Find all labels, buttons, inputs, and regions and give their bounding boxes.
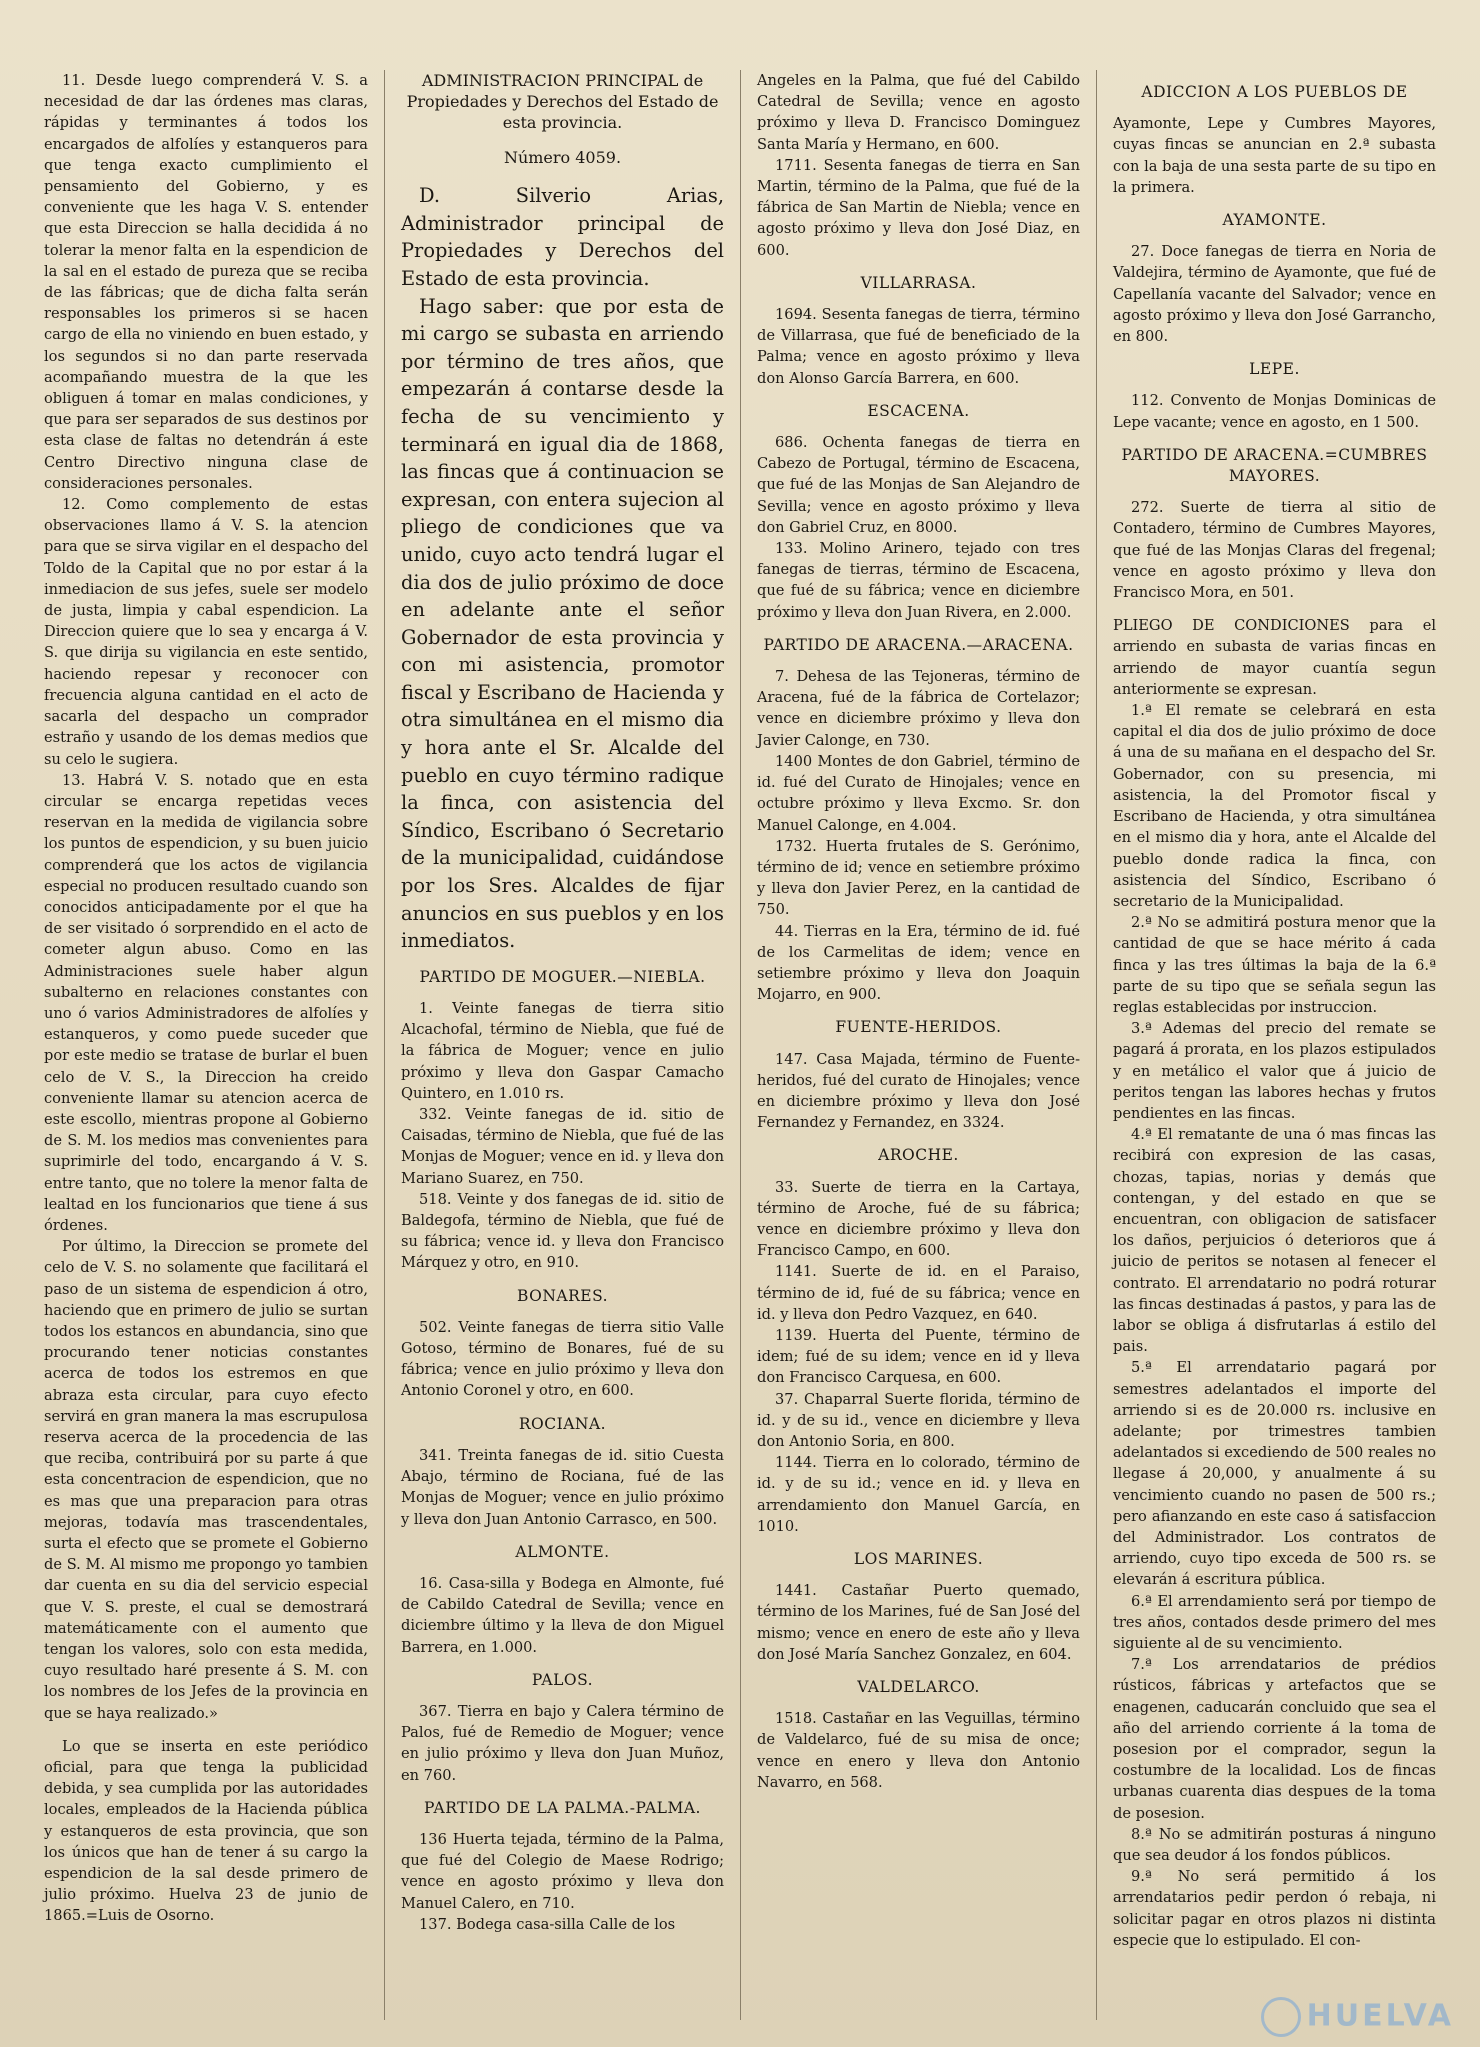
section-aroche: AROCHE. <box>878 1146 959 1165</box>
section-valdelarco: VALDELARCO. <box>857 1678 980 1697</box>
announcement-author: D. Silverio Arias, Administrador principal de Propiedades y Derechos del Estado de esta provincia. <box>401 184 724 290</box>
condition-6: 6.ª El arrendamiento será por tiempo de tres años, contados desde primero del mes siguiente al de su vencimiento. <box>1113 1592 1436 1653</box>
closing-paragraph: Lo que se inserta en este periódico oficial, para que tenga la publicidad debida, y sea cumplida por las autoridades locales, empleados de la Hacienda pública y estanqueros de esta provincia, que son los únicos que han de tener á su cargo la espendicion de la sal desde primero de julio próximo. Huelva 23 de junio de 1865.=Luis de Osorno. <box>44 1737 368 1925</box>
condition-8: 8.ª No se admitirán posturas á ninguno que sea deudor á los fondos públicos. <box>1113 1825 1436 1865</box>
paragraph-final: Por último, la Direccion se promete del celo de V. S. no solamente que facilitará el paso de un sistema de espendicion á otro, haciendo que en primero de julio se surtan todos los estancos en abundancia, sino que procurando tener noticias constantes acerca de todos los estremos en que abraza esta circular, para cuyo efecto servirá en gran manera la mas escrupulosa reserva acerca de la procedencia de las que reciba, contribuirá por su parte á que esta concentracion de espendicion, que no es mas que una preparacion para otras mejoras, todavía mas trascendentales, surta el efecto que se promete el Gobierno de S. M. Al mismo me propongo yo tambien dar cuenta en su dia del servicio especial que V. S. preste, el cual se demostrará matemáticamente con el aumento que tengan los valores, solo con esta medida, cuyo resultado haré presente á S. M. con los nombres de los Jefes de la provincia en que se haya realizado.» <box>44 1238 368 1722</box>
list-item: Angeles en la Palma, que fué del Cabildo Catedral de Sevilla; vence en agosto próximo y lleva D. Francisco Dominguez Santa María y Hermano, en 600. <box>757 72 1080 153</box>
list-item: 1441. Castañar Puerto quemado, término de los Marines, fué de San José del mismo; vence en enero de este año y lleva don José María Sanchez Gonzalez, en 604. <box>757 1582 1080 1663</box>
list-item: 272. Suerte de tierra al sitio de Contadero, término de Cumbres Mayores, que fué de las Monjas Claras del fregenal; vence en agosto próximo y lleva don Francisco Mora, en 501. <box>1113 499 1436 602</box>
section-moguer-niebla: PARTIDO DE MOGUER.—NIEBLA. <box>419 967 706 986</box>
seal-icon <box>1261 1997 1301 2037</box>
paragraph-12: 12. Como complemento de estas observaciones llamo á V. S. la atencion para que se sirva vigilar en el despacho del Toldo de la Capital que no por estar á la inmediacion de sus jefes, suele ser modelo de justa, limpia y cabal espendicion. La Direccion quiere que lo sea y encarga á V. S. que dirija su vigilancia en este sentido, haciendo repesar y reconocer con frecuencia alguna cantidad en el acto de sacarla del despacho un comprador estraño y usando de los demas medios que su celo le sugiera. <box>44 496 368 768</box>
list-item: 33. Suerte de tierra en la Cartaya, término de Aroche, fué de su fábrica; vence en diciembre próximo y lleva don Francisco Campo, en 600. <box>757 1178 1080 1260</box>
list-item: 1518. Castañar en las Veguillas, término de Valdelarco, fué de su misa de once; vence en enero y lleva don Antonio Navarro, en 568. <box>757 1710 1080 1791</box>
list-item: 1139. Huerta del Puente, término de idem; fué de su idem; vence en id y lleva don Francisco Carquesa, en 600. <box>757 1326 1080 1387</box>
list-item: 37. Chaparral Suerte florida, término de id. y de su id., vence en diciembre y lleva don Antonio Soria, en 800. <box>757 1390 1080 1450</box>
addition-text: Ayamonte, Lepe y Cumbres Mayores, cuyas fincas se anuncian en 2.ª subasta con la baja de una sesta parte de su tipo en la primera. <box>1113 115 1436 196</box>
condition-1: 1.ª El remate se celebrará en esta capital el dia dos de julio próximo de doce á una de su mañana en el despacho del Sr. Gobernador, con su presencia, mi asistencia, la del Promotor fiscal y Escribano de Hacienda, y otra simultánea en el mismo dia y hora, ante el Alcalde del pueblo donde radica la finca, con asistencia del Síndico, Escribano ó secretario de la Municipalidad. <box>1113 702 1436 910</box>
list-item: 27. Doce fanegas de tierra en Noria de Valdejira, término de Ayamonte, que fué de Capellanía vacante del Salvador; vence en agosto próximo y lleva don José Garrancho, en 800. <box>1113 243 1436 346</box>
condition-2: 2.ª No se admitirá postura menor que la cantidad de que se hace mérito á cada finca y las tres últimas la baja de la 6.ª parte de su tipo que se señala segun las reglas establecidas por instruccion. <box>1113 914 1436 1016</box>
column-1 <box>28 70 384 2020</box>
paragraph-11: 11. Desde luego comprenderá V. S. a necesidad de dar las órdenes mas claras, rápidas y terminantes á todos los encargados de alfolíes y estanqueros para que tenga exacto cumplimiento el pensamiento del Gobierno, y es conveniente que les haga V. S. entender que esta Direccion se halla decidida á no tolerar la menor falta en la espendicion de la sal en el estado de pureza que se reciba de las fábricas; que de dicha falta serán responsables los primeros si se hacen cargo de ella no viniendo en buen estado, y los segundos si no dan parte reservada acompañando muestra de la que les obliguen á tomar en malas condiciones, y que para ser separados de sus destinos por esta clase de faltas no detendrán á este Centro Directivo ninguna clase de consideraciones personales. <box>44 72 368 492</box>
condition-7: 7.ª Los arrendatarios de prédios rústicos, fábricas y artefactos que se enagenen, caducarán concluido que sea el año del arriendo corriente á la toma de posesion por el comprador, segun la costumbre de la localidad. Los de fincas urbanas cuarenta dias despues de la toma de posesion. <box>1113 1656 1436 1822</box>
section-la-palma: PARTIDO DE LA PALMA.-PALMA. <box>424 1798 701 1817</box>
list-item: 16. Casa-silla y Bodega en Almonte, fué de Cabildo Catedral de Sevilla; vence en diciembre último y la lleva de don Miguel Barrera, en 1.000. <box>401 1574 724 1656</box>
list-item: 341. Treinta fanegas de id. sitio Cuesta Abajo, término de Rociana, fué de las Monjas de Moguer; vence en julio próximo y lleva don Juan Antonio Carrasco, en 500. <box>401 1446 724 1528</box>
watermark-logo <box>1261 1997 1454 2037</box>
list-item: 137. Bodega casa-silla Calle de los <box>419 1915 676 1933</box>
section-escacena: ESCACENA. <box>867 401 970 420</box>
list-item: 1400 Montes de don Gabriel, término de id. fué del Curato de Hinojales; vence en octubre próximo y lleva Excmo. Sr. don Manuel Calonge, en 4.004. <box>757 752 1080 834</box>
list-item: 332. Veinte fanegas de id. sitio de Caisadas, término de Niebla, que fué de las Monjas de Moguer; vence en id. y lleva don Mariano Suarez, en 750. <box>401 1106 724 1187</box>
list-item: 1141. Suerte de id. en el Paraiso, término de id, fué de su fábrica; vence en id. y lleva don Pedro Vazquez, en 640. <box>757 1263 1080 1323</box>
section-villarrasa: VILLARRASA. <box>860 273 977 292</box>
list-item: 1144. Tierra en lo colorado, término de id. y de su id.; vence en id. y lleva en arrendamiento don Manuel García, en 1010. <box>757 1454 1080 1535</box>
list-item: 1. Veinte fanegas de tierra sitio Alcachofal, término de Niebla, que fué de la fábrica de Moguer; vence en julio próximo y lleva don Gaspar Camacho Quintero, en 1.010 rs. <box>401 1000 724 1102</box>
list-item: 7. Dehesa de las Tejoneras, término de Aracena, fué de la fábrica de Cortelazor; vence en diciembre próximo y lleva don Javier Calonge, en 730. <box>757 668 1080 749</box>
section-almonte: ALMONTE. <box>515 1542 610 1561</box>
list-item: 44. Tierras en la Era, término de id. fué de los Carmelitas de idem; vence en setiembre próximo y lleva don Joaquin Mojarro, en 900. <box>757 922 1080 1004</box>
section-aracena: PARTIDO DE ARACENA.—ARACENA. <box>763 635 1074 654</box>
list-item: 133. Molino Arinero, tejado con tres fanegas de tierras, término de Escacena, que fué de su fábrica; vence en diciembre próximo y lleva don Juan Rivera, en 2.000. <box>757 540 1080 621</box>
condition-4: 4.ª El rematante de una ó mas fincas las recibirá con expresion de las casas, chozas, tapias, norias y demás que contengan, y del estado en que se encuentran, con obligacion de satisfacer los daños, perjuicios ó deterioros que á juicio de peritos se notasen al fenecer el contrato. El arrendatario no podrá roturar las fincas destinadas á pastos, y para las de labor se obliga á disfrutarlas á estilo del pais. <box>1113 1126 1436 1356</box>
list-item: 136 Huerta tejada, término de la Palma, que fué del Colegio de Maese Rodrigo; vence en agosto próximo y lleva don Manuel Calero, en 710. <box>401 1830 724 1912</box>
addition-heading: ADICCION A LOS PUEBLOS DE <box>1141 83 1408 101</box>
section-lepe: LEPE. <box>1249 360 1300 379</box>
watermark-text: HUELVA <box>1306 1998 1454 2034</box>
section-ayamonte: AYAMONTE. <box>1222 211 1327 230</box>
announcement-body <box>401 182 724 955</box>
column-3 <box>740 70 1096 2020</box>
column-2 <box>384 70 740 2020</box>
section-cumbres-mayores: PARTIDO DE ARACENA.=CUMBRES MAYORES. <box>1121 445 1428 486</box>
section-los-marines: LOS MARINES. <box>853 1550 984 1568</box>
section-palos: PALOS. <box>531 1670 594 1689</box>
section-rociana: ROCIANA. <box>518 1414 607 1433</box>
numero: Número 4059. <box>503 148 622 167</box>
section-fuente-heridos: FUENTE-HERIDOS. <box>835 1018 1002 1037</box>
list-item: 502. Veinte fanegas de tierra sitio Valle Gotoso, término de Bonares, fué de su fábrica; vence en julio próximo y lleva don Antonio Coronel y otro, en 600. <box>401 1318 724 1400</box>
condition-9: 9.ª No será permitido á los arrendatarios pedir perdon ó rebaja, ni solicitar pagar en otros plazos ni distinta especie que lo estipulado. El con- <box>1113 1868 1436 1949</box>
list-item: 1732. Huerta frutales de S. Gerónimo, término de id; vence en setiembre próximo y lleva don Javier Perez, en la cantidad de 750. <box>757 837 1080 919</box>
list-item: 1711. Sesenta fanegas de tierra en San Martin, término de la Palma, que fué de la fábrica de San Martin de Niebla; vence en agosto próximo y lleva don José Diaz, en 600. <box>757 156 1080 259</box>
paragraph-13: 13. Habrá V. S. notado que en esta circular se encarga repetidas veces reservan en la medida de vigilancia sobre los puntos de espendicion, y su buen juicio comprenderá que los actos de vigilancia especial no producen resultado cuando son conocidos anticipadamente por el que ha de ser visitado ó sorprendido en el acto de cometer algun abuso. Como en las Administraciones suele haber algun subalterno en relaciones constantes con uno ó varios Administradores de alfolíes y estanqueros, y como puede suceder que por este medio se tratase de burlar el buen celo de V. S., la Direccion ha creido conveniente llamar su atencion acerca de este escollo, mientras propone al Gobierno de S. M. los medios mas convenientes para suprimirle del todo, encargando á V. S. entre tanto, que no tolere la menor falta de lealtad en los funcionarios que tiene á sus órdenes. <box>44 771 368 1234</box>
administration-header: ADMINISTRACION PRINCIPAL de Propiedades y Derechos del Estado de esta provincia. <box>406 71 719 132</box>
list-item: 112. Convento de Monjas Dominicas de Lepe vacante; vence en agosto, en 1 500. <box>1113 392 1436 431</box>
list-item: 147. Casa Majada, término de Fuente-heridos, fué del curato de Hinojales; vence en diciembre próximo y lleva don José Fernandez y Fernandez, en 3324. <box>757 1050 1080 1132</box>
condition-5: 5.ª El arrendatario pagará por semestres adelantados el importe del arriendo si es de 20.000 rs. inclusive en adelante; por trimestres tambien adelantados si excediendo de 500 reales no llegase á 20,000, y anualmente á su vencimiento cuando no pasen de 500 rs.; pero afianzando en este caso á satisfaccion del Administrador. Los contratos de arriendo, cuyo tipo exceda de 500 rs. se elevarán á escritura pública. <box>1113 1359 1436 1589</box>
list-item: 367. Tierra en bajo y Calera término de Palos, fué de Remedio de Moguer; vence en julio próximo y lleva don Juan Muñoz, en 760. <box>401 1702 724 1784</box>
announcement-text: Hago saber: que por esta de mi cargo se subasta en arriendo por término de tres años, que empezarán á contarse desde la fecha de su vencimiento y terminará en igual dia de 1868, las fincas que á continuacion se expresan, con entera sujecion al pliego de condiciones que va unido, cuyo acto tendrá lugar el dia dos de julio próximo de doce en adelante ante el señor Gobernador de esta provincia y con mi asistencia, promotor fiscal y Escribano de Hacienda y otra simultánea en el mismo dia y hora ante el Sr. Alcalde del pueblo en cuyo término radique la finca, con asistencia del Síndico, Escribano ó Secretario de la municipalidad, cuidándose por los Sres. Alcaldes de fijar anuncios en sus pueblos y en los inmediatos. <box>401 294 724 953</box>
section-bonares: BONARES. <box>516 1286 609 1305</box>
list-item: 686. Ochenta fanegas de tierra en Cabezo de Portugal, término de Escacena, que fué de las Monjas de San Alejandro de Sevilla; vence en agosto próximo y lleva don Gabriel Cruz, en 8000. <box>757 434 1080 536</box>
condition-3: 3.ª Ademas del precio del remate se pagará á prorata, en los plazos estipulados y en metálico el valor que á juicio de peritos tengan las labores hechas y frutos pendientes en las fincas. <box>1113 1020 1436 1122</box>
column-4 <box>1096 70 1452 2020</box>
pliego-heading: PLIEGO DE CONDICIONES para el arriendo en subasta de varias fincas en arriendo de mayor cuantía segun anteriormente se expresan. <box>1113 617 1436 698</box>
list-item: 518. Veinte y dos fanegas de id. sitio de Baldegofa, término de Niebla, que fué de su fábrica; vence id. y lleva don Francisco Márquez y otro, en 910. <box>401 1190 724 1272</box>
columns <box>28 70 1452 2020</box>
list-item: 1694. Sesenta fanegas de tierra, término de Villarrasa, que fué de beneficiado de la Palma; vence en agosto próximo y lleva don Alonso García Barrera, en 600. <box>757 306 1080 387</box>
